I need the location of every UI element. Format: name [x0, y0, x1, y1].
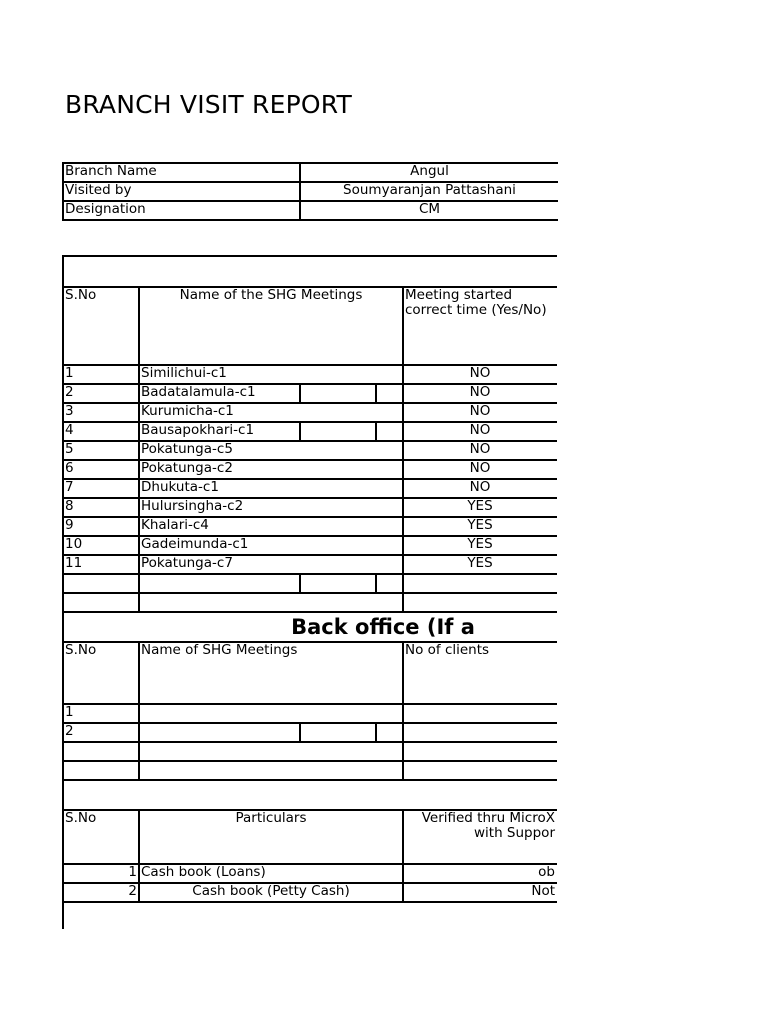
row-sno: 2 — [63, 723, 139, 742]
table-row — [63, 517, 557, 536]
row-sno: 7 — [63, 479, 139, 498]
row-shg-name: Hulursingha-c2 — [139, 498, 403, 517]
shg-name-header: Name of the SHG Meetings — [139, 287, 403, 365]
table-row — [63, 441, 557, 460]
row-status: NO — [403, 384, 557, 403]
table-row — [63, 704, 557, 723]
info-label: Visited by — [63, 182, 300, 201]
table-row — [63, 723, 557, 742]
row-status: NO — [403, 422, 557, 441]
row-particular: Cash book (Loans) — [139, 864, 403, 883]
row-status: YES — [403, 517, 557, 536]
row-sno: 4 — [63, 422, 139, 441]
table-row — [63, 460, 557, 479]
row-verified: ob — [403, 864, 557, 883]
row-shg-name: Pokatunga-c7 — [139, 555, 403, 574]
empty-row — [63, 742, 557, 761]
empty-row — [63, 761, 557, 780]
row-status: NO — [403, 403, 557, 422]
row-sno: 1 — [63, 704, 139, 723]
table-row — [63, 864, 557, 883]
back-office-heading: Back office (If a — [63, 612, 557, 642]
empty-row — [63, 593, 557, 612]
row-shg-name: Dhukuta-c1 — [139, 479, 403, 498]
table-row — [63, 422, 557, 441]
row-status: YES — [403, 555, 557, 574]
row-sno: 2 — [63, 883, 139, 902]
row-sno: 6 — [63, 460, 139, 479]
row-shg-name: Similichui-c1 — [139, 365, 403, 384]
clients-header: No of clients — [403, 642, 557, 704]
row-sno: 2 — [63, 384, 139, 403]
report-table — [62, 255, 557, 929]
row-sno: 3 — [63, 403, 139, 422]
row-shg-name: Khalari-c4 — [139, 517, 403, 536]
table-row — [63, 536, 557, 555]
row-sno: 5 — [63, 441, 139, 460]
row-status: NO — [403, 479, 557, 498]
table-row — [63, 384, 557, 403]
row-shg-name: Kurumicha-c1 — [139, 403, 403, 422]
row-sno: 11 — [63, 555, 139, 574]
row-status: YES — [403, 498, 557, 517]
row-status: NO — [403, 441, 557, 460]
row-sno: 8 — [63, 498, 139, 517]
info-label: Branch Name — [63, 163, 300, 182]
correct-time-header: Meeting started correct time (Yes/No) — [403, 287, 557, 365]
info-value: Angul — [300, 163, 558, 182]
info-value: Soumyaranjan Pattashani — [300, 182, 558, 201]
row-sno: 1 — [63, 365, 139, 384]
empty-row — [63, 574, 557, 593]
row-shg-name: Gadeimunda-c1 — [139, 536, 403, 555]
row-shg-name: Bausapokhari-c1 — [139, 422, 300, 441]
row-sno: 9 — [63, 517, 139, 536]
table-row — [63, 365, 557, 384]
page-title: BRANCH VISIT REPORT — [65, 90, 352, 119]
shg-name-header: Name of SHG Meetings — [139, 642, 403, 704]
row-sno: 1 — [63, 864, 139, 883]
table-row — [63, 498, 557, 517]
sno-header: S.No — [63, 287, 139, 365]
row-status: NO — [403, 460, 557, 479]
row-shg-name: Pokatunga-c2 — [139, 460, 403, 479]
sno-header: S.No — [63, 810, 139, 864]
row-sno: 10 — [63, 536, 139, 555]
table-row — [63, 883, 557, 902]
row-particular: Cash book (Petty Cash) — [139, 883, 403, 902]
row-status: YES — [403, 536, 557, 555]
particulars-header: Particulars — [139, 810, 403, 864]
table-row — [63, 555, 557, 574]
row-status: NO — [403, 365, 557, 384]
table-row — [63, 403, 557, 422]
info-value: CM — [300, 201, 558, 220]
row-shg-name: Badatalamula-c1 — [139, 384, 300, 403]
sno-header: S.No — [63, 642, 139, 704]
verified-header: Verified thru MicroX with Suppor — [403, 810, 557, 864]
row-shg-name: Pokatunga-c5 — [139, 441, 403, 460]
branch-info-table — [62, 162, 558, 221]
row-verified: Not — [403, 883, 557, 902]
table-row — [63, 479, 557, 498]
info-label: Designation — [63, 201, 300, 220]
